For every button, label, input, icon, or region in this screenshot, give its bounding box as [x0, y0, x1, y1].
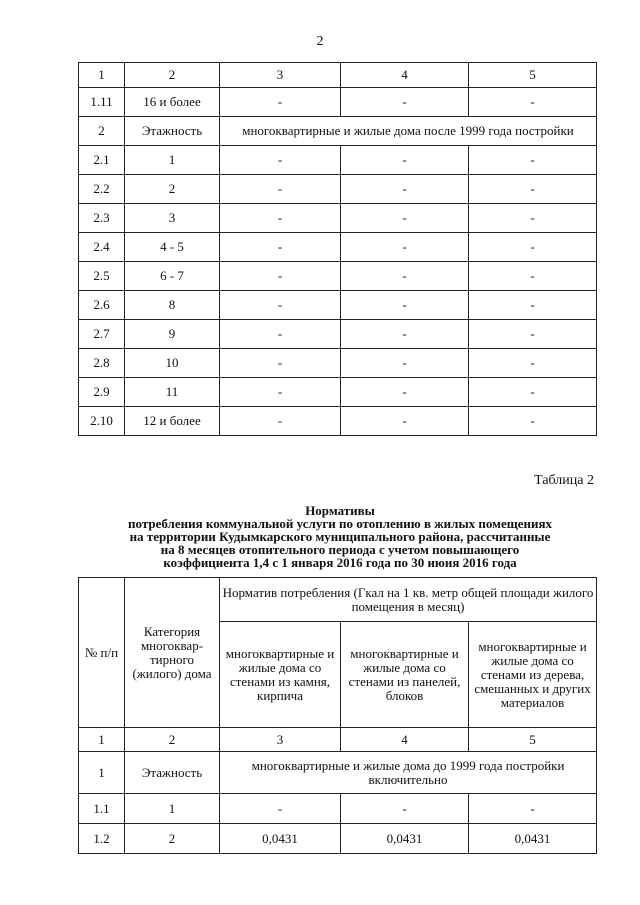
- row-value: -: [469, 262, 597, 291]
- row-category: 9: [125, 320, 220, 349]
- index-row: [79, 728, 597, 752]
- heading-line: коэффициента 1,4 с 1 января 2016 года по 30 июня 2016 года: [163, 555, 517, 570]
- table-row: [79, 349, 597, 378]
- table-row: [79, 233, 597, 262]
- subheader-cell-wood: многоквартирные и жилые дома со стенами из дерева, смешанных и других материалов: [469, 622, 597, 728]
- row-value: -: [341, 378, 469, 407]
- index-cell: 5: [469, 63, 597, 88]
- row-category: 16 и более: [125, 88, 220, 117]
- row-num: 2.9: [79, 378, 125, 407]
- section-span: многоквартирные и жилые дома до 1999 года постройки включительно: [220, 752, 597, 794]
- row-value: -: [469, 146, 597, 175]
- row-category: 1: [125, 794, 220, 824]
- section-row: [79, 117, 597, 146]
- row-value: -: [220, 794, 341, 824]
- row-value: 0,0431: [220, 824, 341, 854]
- row-value: -: [341, 175, 469, 204]
- row-value: -: [220, 349, 341, 378]
- index-cell: 5: [469, 728, 597, 752]
- row-category: Этажность: [125, 117, 220, 146]
- row-category: 2: [125, 175, 220, 204]
- row-num: 2.4: [79, 233, 125, 262]
- row-num: 1.1: [79, 794, 125, 824]
- table-body: [79, 578, 597, 854]
- row-category: 1: [125, 146, 220, 175]
- row-value: 0,0431: [469, 824, 597, 854]
- heading-line: на территории Кудымкарского муниципального района, рассчитанные: [129, 529, 551, 544]
- row-value: -: [469, 349, 597, 378]
- row-value: -: [341, 146, 469, 175]
- heading-title: Нормативы: [305, 503, 375, 518]
- row-value: -: [220, 378, 341, 407]
- row-value: -: [341, 407, 469, 436]
- index-cell: 2: [125, 728, 220, 752]
- table-row: [79, 320, 597, 349]
- row-category: 2: [125, 824, 220, 854]
- table-row: [79, 146, 597, 175]
- row-value: -: [341, 320, 469, 349]
- row-value: -: [341, 262, 469, 291]
- row-value: -: [220, 146, 341, 175]
- row-value: -: [469, 291, 597, 320]
- index-cell: 1: [79, 63, 125, 88]
- row-category: 4 - 5: [125, 233, 220, 262]
- row-value: -: [469, 407, 597, 436]
- table-label: Таблица 2: [534, 473, 594, 488]
- row-value: -: [220, 175, 341, 204]
- row-value: -: [469, 794, 597, 824]
- row-num: 2.8: [79, 349, 125, 378]
- index-cell: 3: [220, 63, 341, 88]
- table-row: [79, 204, 597, 233]
- table-row: [79, 407, 597, 436]
- row-num: 1.2: [79, 824, 125, 854]
- row-num: 2.6: [79, 291, 125, 320]
- header-cell-norm: Норматив потребления (Гкал на 1 кв. метр общей площади жилого помещения в месяц): [220, 578, 597, 622]
- row-num: 2.3: [79, 204, 125, 233]
- row-value: -: [469, 320, 597, 349]
- row-value: -: [220, 262, 341, 291]
- row-category: 10: [125, 349, 220, 378]
- row-num: 2.1: [79, 146, 125, 175]
- row-value: -: [220, 291, 341, 320]
- table-body: [79, 63, 597, 436]
- row-category: 3: [125, 204, 220, 233]
- section-category: Этажность: [125, 752, 220, 794]
- row-value: -: [220, 88, 341, 117]
- row-value: -: [341, 291, 469, 320]
- row-value: -: [220, 233, 341, 262]
- section-num: 1: [79, 752, 125, 794]
- heading-line: на 8 месяцев отопительного периода с учетом повышающего: [160, 542, 520, 557]
- row-value: -: [469, 204, 597, 233]
- index-cell: 1: [79, 728, 125, 752]
- section-row: [79, 752, 597, 794]
- index-cell: 4: [341, 63, 469, 88]
- row-value: -: [341, 794, 469, 824]
- row-category: 12 и более: [125, 407, 220, 436]
- table-row: [79, 175, 597, 204]
- table-continuation: [78, 62, 597, 436]
- heading-line: потребления коммунальной услуги по отоплению в жилых помещениях: [128, 516, 552, 531]
- header-cell-num: № п/п: [79, 578, 125, 728]
- header-row: [79, 578, 597, 622]
- row-category: 11: [125, 378, 220, 407]
- index-cell: 4: [341, 728, 469, 752]
- row-num: 2.2: [79, 175, 125, 204]
- row-num: 2.5: [79, 262, 125, 291]
- page-number: 2: [316, 34, 324, 49]
- row-value: -: [341, 88, 469, 117]
- header-cell-category: Категория многоквар- тирного (жилого) дома: [125, 578, 220, 728]
- table-row: [79, 794, 597, 824]
- row-value: -: [341, 204, 469, 233]
- row-value: -: [469, 88, 597, 117]
- table-row: [79, 824, 597, 854]
- row-value: -: [220, 204, 341, 233]
- section-span: многоквартирные и жилые дома после 1999 года постройки: [220, 117, 597, 146]
- index-cell: 2: [125, 63, 220, 88]
- row-value: -: [469, 233, 597, 262]
- table-norms: [78, 577, 597, 854]
- row-value: -: [220, 407, 341, 436]
- row-value: -: [341, 233, 469, 262]
- table-row: [79, 262, 597, 291]
- row-num: 2: [79, 117, 125, 146]
- table-row: [79, 291, 597, 320]
- row-value: 0,0431: [341, 824, 469, 854]
- row-num: 2.10: [79, 407, 125, 436]
- subheader-cell-panel: многоквартирные и жилые дома со стенами из панелей, блоков: [341, 622, 469, 728]
- index-cell: 3: [220, 728, 341, 752]
- row-category: 8: [125, 291, 220, 320]
- row-category: 6 - 7: [125, 262, 220, 291]
- row-value: -: [469, 378, 597, 407]
- table-row: [79, 378, 597, 407]
- row-value: -: [341, 349, 469, 378]
- row-value: -: [469, 175, 597, 204]
- row-num: 1.11: [79, 88, 125, 117]
- row-value: -: [220, 320, 341, 349]
- index-row: [79, 63, 597, 88]
- row-num: 2.7: [79, 320, 125, 349]
- table-heading: [60, 504, 620, 569]
- table-row: [79, 88, 597, 117]
- subheader-cell-stone: многоквартирные и жилые дома со стенами из камня, кирпича: [220, 622, 341, 728]
